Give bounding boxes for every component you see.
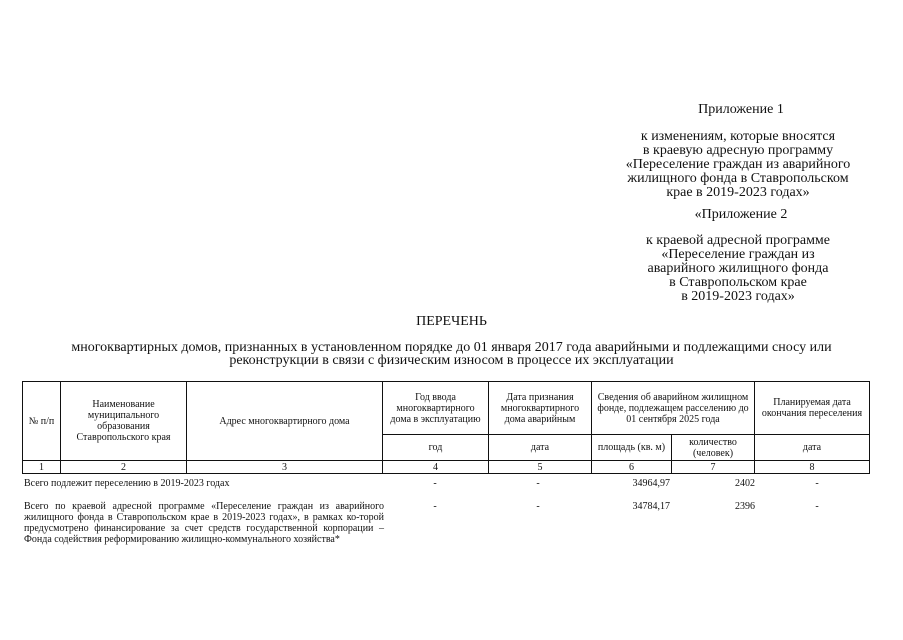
appendix-2-line: в 2019-2023 годах» bbox=[681, 289, 795, 304]
appendix-1-line: в краевую адресную программу bbox=[642, 143, 834, 158]
header-planned-date: Планируемая дата окончания переселения bbox=[755, 382, 870, 435]
appendix-2-line: «Переселение граждан из bbox=[661, 247, 815, 262]
document-subtitle-line: реконструкции в связи с физическим износом в процессе их эксплуатации bbox=[229, 353, 674, 368]
appendix-1-text bbox=[608, 130, 868, 200]
appendix-1-line: жилищного фонда в Ставропольском bbox=[627, 171, 849, 186]
appendix-2-line: к краевой адресной программе bbox=[645, 233, 831, 248]
subheader-area: площадь (кв. м) bbox=[592, 435, 672, 461]
appendix-1-line: крае в 2019-2023 годах» bbox=[666, 185, 810, 200]
appendix-1-line: «Переселение граждан из аварийного bbox=[625, 157, 851, 172]
header-num: № п/п bbox=[23, 382, 61, 461]
column-number: 7 bbox=[672, 461, 755, 474]
document-title: ПЕРЕЧЕНЬ bbox=[416, 314, 487, 329]
header-recognition-date: Дата признания многоквартирного дома аварийным bbox=[489, 382, 592, 435]
appendix-2-line: аварийного жилищного фонда bbox=[647, 261, 829, 276]
header-address: Адрес многоквартирного дома bbox=[187, 382, 383, 461]
total-row-area: 34964,97 bbox=[632, 478, 670, 489]
total-row-planned: - bbox=[815, 478, 819, 489]
header-municipality: Наименование муниципального образования Ставропольского края bbox=[61, 382, 187, 461]
program-row-label: Всего по краевой адресной программе «Переселение граждан из аварийного жилищного фонда в Ставропольском крае в 2019-2023 годах», в рамках ко-торой предусмотрено финансирование за счет средств государственной корпорации – Фонда содействия реформированию жилищно-коммунального хозяйства* bbox=[24, 501, 384, 545]
program-row-people: 2396 bbox=[735, 501, 755, 512]
total-row-people: 2402 bbox=[735, 478, 755, 489]
program-row-year: - bbox=[433, 501, 437, 512]
column-number: 1 bbox=[23, 461, 61, 474]
header-year: Год ввода многоквартирного дома в эксплуатацию bbox=[383, 382, 489, 435]
column-number: 4 bbox=[383, 461, 489, 474]
total-row-year: - bbox=[433, 478, 437, 489]
subheader-planned-date: дата bbox=[755, 435, 870, 461]
header-fund-info: Сведения об аварийном жилищном фонде, подлежащем расселению до 01 сентября 2025 года bbox=[592, 382, 755, 435]
program-row-date: - bbox=[536, 501, 540, 512]
program-row-area: 34784,17 bbox=[632, 501, 670, 512]
column-number: 5 bbox=[489, 461, 592, 474]
program-row-planned: - bbox=[815, 501, 819, 512]
total-row-date: - bbox=[536, 478, 540, 489]
subheader-count: количество (человек) bbox=[672, 435, 755, 461]
appendix-2-title: «Приложение 2 bbox=[694, 207, 788, 222]
column-number: 3 bbox=[187, 461, 383, 474]
appendix-1-line: к изменениям, которые вносятся bbox=[640, 129, 836, 144]
subheader-year: год bbox=[383, 435, 489, 461]
subheader-recognition-date: дата bbox=[489, 435, 592, 461]
column-number: 6 bbox=[592, 461, 672, 474]
column-number: 8 bbox=[755, 461, 870, 474]
appendix-2-line: в Ставропольском крае bbox=[669, 275, 807, 290]
houses-table bbox=[22, 381, 870, 474]
document-subtitle bbox=[0, 341, 903, 367]
column-number: 2 bbox=[61, 461, 187, 474]
document-subtitle-line: многоквартирных домов, признанных в установленном порядке до 01 января 2017 года аварийными и подлежащими сносу или bbox=[71, 340, 832, 355]
column-number-row bbox=[23, 461, 870, 474]
table-header-row bbox=[23, 382, 870, 435]
appendix-1-title: Приложение 1 bbox=[698, 102, 784, 117]
appendix-2-text bbox=[608, 234, 868, 304]
total-row-label: Всего подлежит переселению в 2019-2023 годах bbox=[24, 478, 230, 489]
